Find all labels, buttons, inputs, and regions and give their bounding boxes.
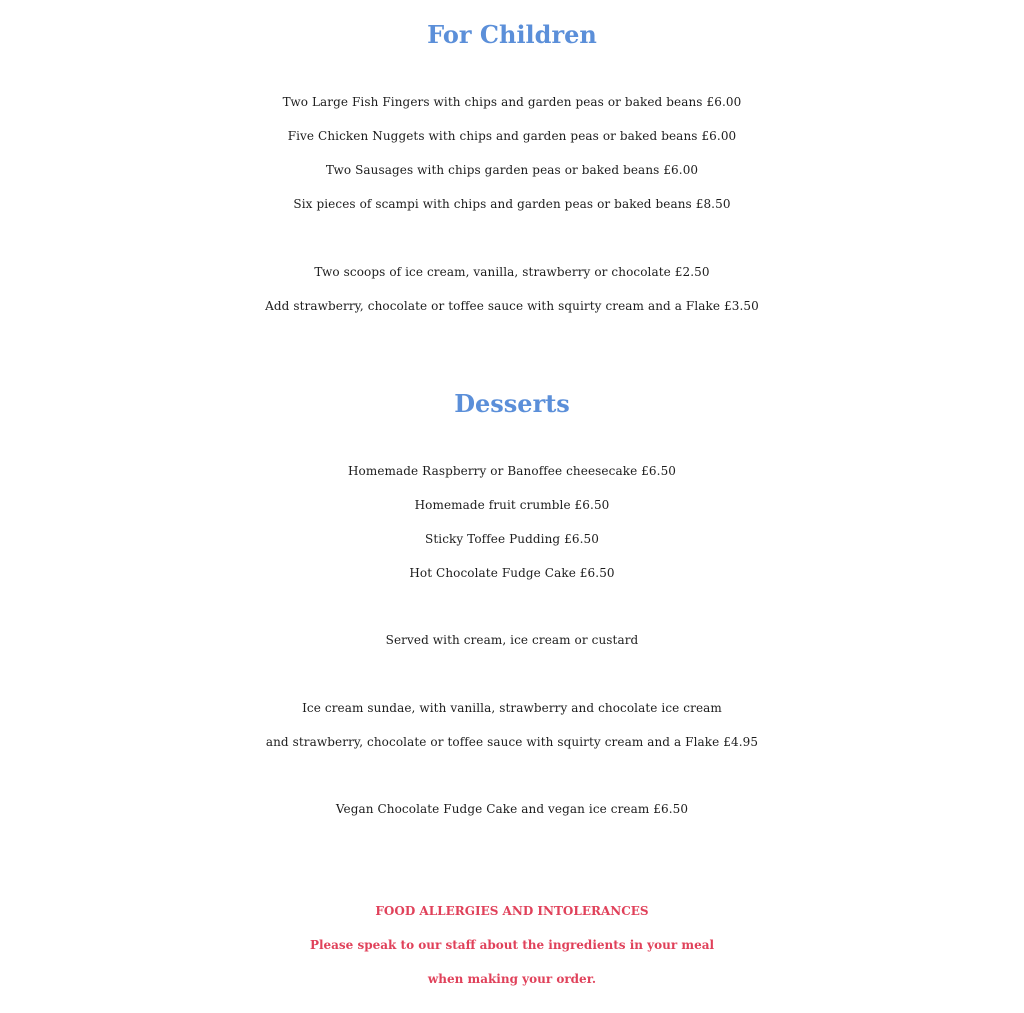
dessert-item: Homemade Raspberry or Banoffee cheesecake £6.50 bbox=[347, 464, 677, 478]
children-ice-cream-addon: Add strawberry, chocolate or toffee sauce with squirty cream and a Flake £3.50 bbox=[265, 299, 759, 313]
vegan-dessert-item: Vegan Chocolate Fudge Cake and vegan ice cream £6.50 bbox=[335, 802, 689, 816]
children-menu-item: Six pieces of scampi with chips and garden peas or baked beans £8.50 bbox=[293, 197, 731, 211]
dessert-served-with: Served with cream, ice cream or custard bbox=[385, 633, 639, 647]
sundae-description: and strawberry, chocolate or toffee sauce with squirty cream and a Flake £4.95 bbox=[265, 735, 759, 749]
allergy-notice-title: FOOD ALLERGIES AND INTOLERANCES bbox=[375, 904, 649, 918]
children-heading: For Children bbox=[427, 20, 597, 49]
sundae-description: Ice cream sundae, with vanilla, strawberry and chocolate ice cream bbox=[302, 701, 722, 715]
allergy-notice-text: Please speak to our staff about the ingredients in your meal bbox=[309, 938, 715, 952]
dessert-item: Hot Chocolate Fudge Cake £6.50 bbox=[409, 566, 615, 580]
allergy-notice-text: when making your order. bbox=[427, 972, 597, 986]
desserts-heading: Desserts bbox=[454, 389, 570, 418]
children-ice-cream-item: Two scoops of ice cream, vanilla, strawberry or chocolate £2.50 bbox=[314, 265, 710, 279]
children-menu-item: Five Chicken Nuggets with chips and garden peas or baked beans £6.00 bbox=[287, 129, 737, 143]
children-menu-item: Two Large Fish Fingers with chips and garden peas or baked beans £6.00 bbox=[282, 95, 742, 109]
children-menu-item: Two Sausages with chips garden peas or baked beans £6.00 bbox=[325, 163, 699, 177]
dessert-item: Sticky Toffee Pudding £6.50 bbox=[425, 532, 599, 546]
dessert-item: Homemade fruit crumble £6.50 bbox=[414, 498, 610, 512]
